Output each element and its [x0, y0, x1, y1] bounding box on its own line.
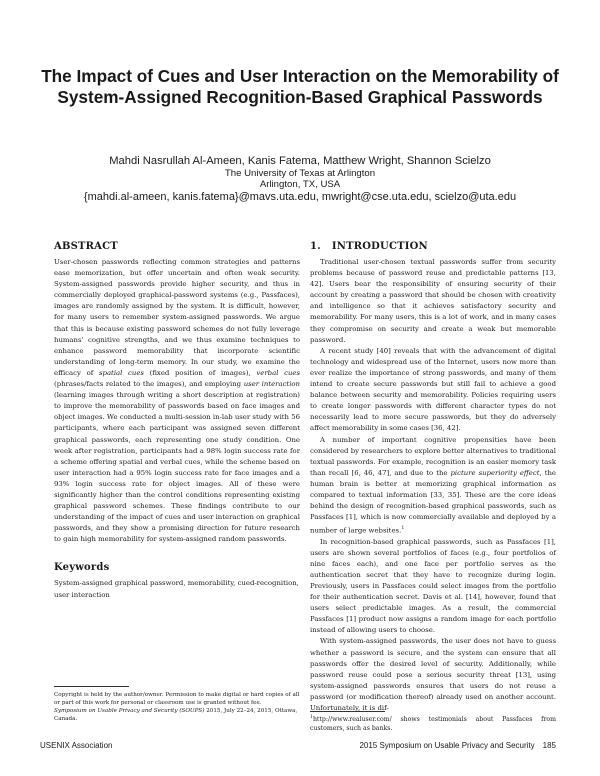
intro-paragraph-4: In recognition-based graphical passwords, such as Passfaces [1], users are shown several portfolios of faces (e.g., four portfolios of nine faces each), and one face per portfolio serves as the authentication secret that they have to recognize during login. Previously, users in Passfaces could select images from the portfolio for their authentication secret. Davis et al. [14], however, found that users select predictable images. As a result, the commercial Passfaces [1] product now assigns a random image for each portfolio instead of allowing users to choose.: [310, 537, 556, 635]
footer-right: [359, 741, 556, 751]
right-column: [310, 240, 556, 714]
intro-paragraph-2: A recent study [40] reveals that with the advancement of digital technology and widespread use of the Internet, users now more than ever realize the importance of strong passwords, and many of them intend to create secure passwords but still fail to achieve a good balance between security and memorability. Policies requiring users to create longer passwords with different character types do not necessarily lead to more secure passwords, but they do adversely affect memorability in some cases [36, 42].: [310, 346, 556, 433]
abstract-heading: ABSTRACT: [54, 241, 118, 252]
copyright-venue: Symposium on Usable Privacy and Security (SOUPS): [54, 708, 205, 714]
author-emails: {mahdi.al-ameen, kanis.fatema}@mavs.uta.edu, mwright@cse.uta.edu, scielzo@uta.edu: [83, 191, 517, 203]
footnote-text: http://www.realuser.com/ shows testimonials about Passfaces from customers, such as banks.: [310, 716, 556, 732]
intro-paragraph-1: Traditional user-chosen textual passwords suffer from security problems because of password reuse and predictable patterns [13, 42]. Users bear the responsibility of ensuring security of their account by creating a password that should be chosen with creativity and intelligence so that it achieves satisfactory security and memorability. For many users, this is a lot of work, and in many cases they compromise on security and create a weak but memorable password.: [310, 258, 556, 344]
page-number: 185: [542, 741, 556, 750]
author-affiliation: The University of Texas at Arlington: [224, 168, 376, 179]
copyright-text: Copyright is held by the author/owner. Permission to make digital or hard copies of all or part of this work for personal or classroom use is granted without fee.: [54, 692, 300, 706]
copyright-notice: [54, 691, 300, 723]
footer-venue: 2015 Symposium on Usable Privacy and Security: [359, 741, 535, 750]
footnote: [310, 714, 556, 734]
copyright-venue-details: 2015, July 22–24, 2015, Ottawa, Canada.: [54, 708, 298, 722]
footnote-mark: 1: [310, 715, 313, 720]
author-location: Arlington, TX, USA: [259, 179, 341, 190]
intro-paragraph-5: With system-assigned passwords, the user does not have to guess whether a password is secure, and the system can ensure that all passwords offer the desired level of security. Additionally, while password reuse could pose a serious security threat [13], using system-assigned passwords ensures that users do not reuse a password (or modification thereof) already used on another account. Unfortunately, it is dif-: [310, 637, 556, 713]
abstract-text: User-chosen passwords reflecting common strategies and patterns ease memorization, but offer uncertain and often weak security. System-assigned passwords provide higher security, and thus in commercially deployed graphical-password systems (e.g., Passfaces), images are randomly assigned by the system. It is difficult, however, for many users to remember system-assigned passwords. We argue that this is because existing password schemes do not fully leverage humans' cognitive strengths, and we thus examine techniques to enhance password memorability that incorporate scientific understanding of long-term memory. In our study, we examine the efficacy of spatial cues (fixed position of images), verbal cues (phrases/facts related to the images), and employing user interaction (learning images through writing a short description at registration) to improve the memorability of passwords based on face images and object images. We conducted a multi-session in-lab user study with 56 participants, where each participant was assigned seven different graphical passwords, each representing one study condition. One week after registration, participants had a 98% login success rate for a scheme offering spatial and verbal cues, while the scheme based on user interaction had a 95% login success rate for face images and a 93% login success rate for object images. All of these were significantly higher than the control conditions representing existing graphical password schemes. These findings contribute to our understanding of the impact of cues and user interaction on graphical passwords, and they show a promising direction for future research to gain high memorability for system-assigned random passwords.: [54, 258, 301, 544]
intro-paragraph-3: A number of important cognitive propensities have been considered by researchers to explore better alternatives to traditional textual passwords. For example, recognition is an easier memory task than recall [6, 46, 47], and due to the picture superiority effect, the human brain is better at memorizing graphical information as compared to textual information [33, 35]. These are the core ideas behind the design of recognition-based graphical passwords, such as Passfaces [1], which is now commercially available and deployed by a number of large websites.$^1$: [310, 435, 556, 535]
footer-left: USENIX Association: [40, 741, 113, 750]
footnote-ref[interactable]: 1: [401, 525, 405, 532]
copyright-divider: [54, 686, 129, 687]
author-block: [20, 154, 580, 204]
keywords-heading: Keywords: [54, 562, 110, 574]
introduction-heading: 1. INTRODUCTION: [310, 241, 428, 252]
footnote-divider: [310, 711, 385, 712]
keywords-text: System-assigned graphical password, memorability, cued-recognition, user interaction: [54, 579, 299, 599]
author-names: Mahdi Nasrullah Al-Ameen, Kanis Fatema, Matthew Wright, Shannon Scielzo: [109, 155, 491, 167]
left-column: [54, 240, 300, 601]
paper-title: The Impact of Cues and User Interaction on the Memorability of System-Assigned Recognition-Based Graphical Passwords: [41, 66, 559, 107]
